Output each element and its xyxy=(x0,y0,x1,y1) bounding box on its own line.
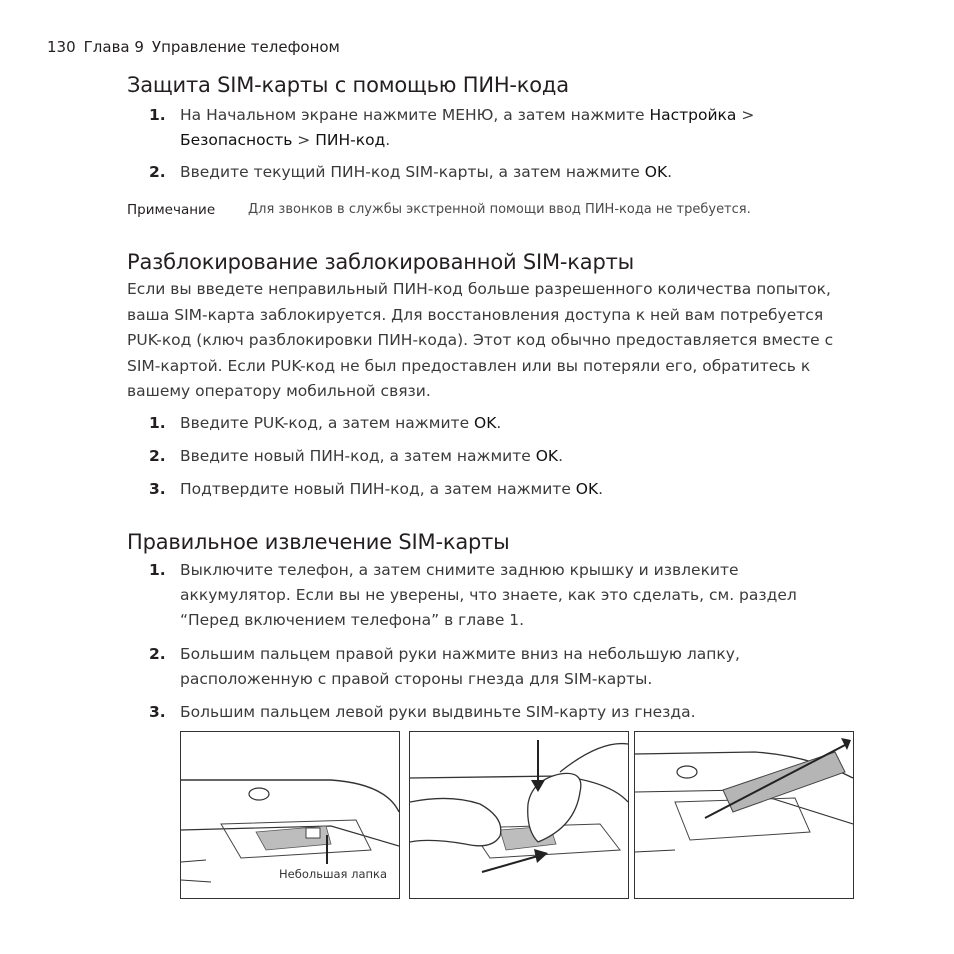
note-label: Примечание xyxy=(127,202,216,218)
ui-label: OK xyxy=(575,480,599,498)
ui-label: Безопасность xyxy=(180,131,293,149)
section-paragraph: Если вы введете неправильный ПИН-код больше разрешенного количества попыток, ваша SIM-карта заблокируется. Для восстановления доступа к ней вам потребуется PUK-код (ключ разблокировки ПИН-кода). Этот код обычно предоставляется вместе с SIM-картой. Если PUK-код не был предоставлен или вы потеряли его, обратитесь к вашему оператору мобильной связи. xyxy=(127,280,834,400)
step-text: Большим пальцем правой руки нажмите вниз на небольшую лапку, расположенную с правой стороны гнезда для SIM-карты. xyxy=(180,645,740,688)
section-title-remove-sim: Правильное извлечение SIM-карты xyxy=(127,530,510,554)
step-text: На Начальном экране нажмите МЕНЮ, а затем нажмите Настройка > Безопасность > ПИН-код. xyxy=(180,106,755,149)
figure-press-tab xyxy=(409,731,629,899)
step-number: 1. xyxy=(149,106,166,124)
step-number: 2. xyxy=(149,163,166,181)
step-text: Большим пальцем левой руки выдвиньте SIM-карту из гнезда. xyxy=(180,703,696,721)
step-text: Подтвердите новый ПИН-код, а затем нажмите OK. xyxy=(180,480,604,498)
tab-label: Небольшая лапка xyxy=(279,867,388,881)
step-text: Введите новый ПИН-код, а затем нажмите OK. xyxy=(180,447,564,465)
step-number: 3. xyxy=(149,703,166,721)
section-title-unlock-sim: Разблокирование заблокированной SIM-карты xyxy=(127,250,635,274)
page-number: 130 xyxy=(47,38,76,56)
running-header xyxy=(47,38,340,56)
step-text: Введите текущий ПИН-код SIM-карты, а затем нажмите OK. xyxy=(180,163,673,181)
ui-label: ПИН-код xyxy=(315,131,386,149)
step-number: 2. xyxy=(149,645,166,663)
ui-label: OK xyxy=(474,414,497,432)
ui-label: Настройка xyxy=(649,106,737,124)
chapter-label: Глава 9 xyxy=(83,38,144,56)
step-number: 1. xyxy=(149,414,166,432)
figure-slide-sim-out xyxy=(634,731,854,899)
step-number: 1. xyxy=(149,561,166,579)
section-title-sim-pin: Защита SIM-карты с помощью ПИН-кода xyxy=(127,73,569,97)
ui-label: OK xyxy=(644,163,668,181)
step-text: Выключите телефон, а затем снимите заднюю крышку и извлеките аккумулятор. Если вы не уверены, что знаете, как это сделать, см. раздел “Перед включением телефона” в главе 1. xyxy=(180,561,797,629)
ui-label: OK xyxy=(535,447,559,465)
step-number: 2. xyxy=(149,447,166,465)
chapter-title: Управление телефоном xyxy=(151,38,340,56)
figure-sim-slot-tab xyxy=(180,731,400,899)
step-number: 3. xyxy=(149,480,166,498)
step-text: Введите PUK-код, а затем нажмите OK. xyxy=(180,414,502,432)
note-text: Для звонков в службы экстренной помощи ввод ПИН-кода не требуется. xyxy=(248,202,751,217)
note xyxy=(127,202,751,218)
